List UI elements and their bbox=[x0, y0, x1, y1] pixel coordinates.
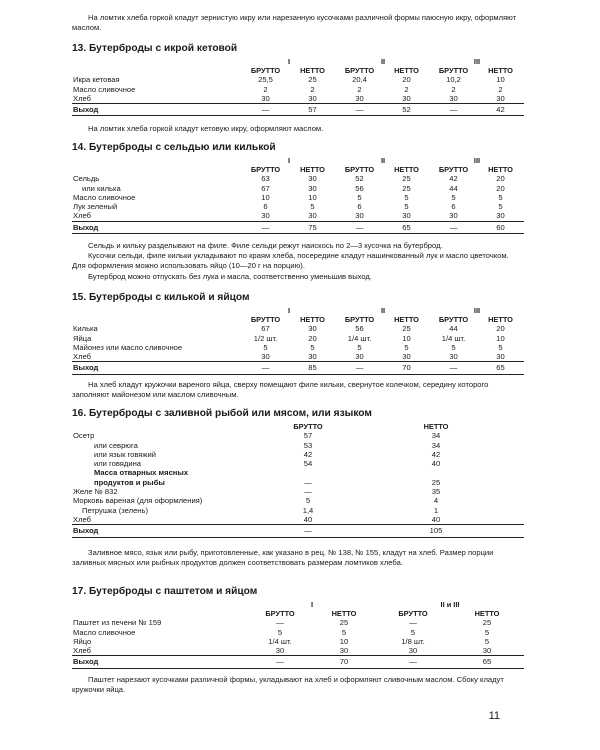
table-cell: I bbox=[287, 306, 291, 315]
table-row bbox=[72, 646, 524, 656]
table-cell: — bbox=[376, 656, 450, 668]
table-row bbox=[72, 66, 524, 75]
table-cell: 25,5 bbox=[258, 75, 273, 85]
table-cell: Хлеб bbox=[73, 93, 91, 103]
table-cell: 5 bbox=[305, 496, 311, 506]
table-row bbox=[72, 431, 524, 440]
table-cell: БРУТТО bbox=[344, 315, 375, 324]
table-cell: 2 bbox=[404, 84, 409, 94]
table-cell: НЕТТО bbox=[488, 165, 513, 174]
table-cell: 65 bbox=[450, 656, 524, 668]
table-cell: 67 bbox=[261, 324, 270, 334]
table-row bbox=[72, 487, 524, 496]
table-cell: — bbox=[242, 362, 289, 374]
table-cell: Морковь вареная (для оформления) bbox=[73, 496, 203, 506]
table-cell: 44 bbox=[449, 183, 458, 193]
table-cell bbox=[268, 468, 348, 477]
table-cell: 25 bbox=[308, 75, 317, 85]
table-cell: — bbox=[304, 487, 312, 497]
table-cell: Желе № 832 bbox=[73, 487, 118, 497]
table-cell bbox=[72, 157, 242, 165]
table-cell: 52 bbox=[383, 104, 430, 116]
table-cell: БРУТТО bbox=[438, 66, 469, 75]
table-cell: 57 bbox=[303, 431, 313, 441]
table-cell: Хлеб bbox=[73, 211, 91, 221]
output-row bbox=[72, 656, 524, 668]
table-cell: 20,4 bbox=[352, 75, 367, 85]
table-row bbox=[72, 496, 524, 505]
table-cell: 105 bbox=[348, 525, 524, 537]
table-cell: 30 bbox=[408, 646, 418, 656]
table-cell: Осетр bbox=[73, 431, 95, 441]
table-cell: 5 bbox=[404, 342, 409, 352]
table-row bbox=[72, 174, 524, 183]
table-cell: 30 bbox=[402, 93, 411, 103]
table-cell: 5 bbox=[498, 192, 503, 202]
table-cell bbox=[72, 58, 242, 66]
recipe-13-table bbox=[72, 58, 524, 116]
table-row bbox=[72, 628, 524, 637]
table-cell: 4 bbox=[433, 496, 439, 506]
table-cell: 65 bbox=[383, 221, 430, 233]
table-cell: III bbox=[473, 156, 481, 165]
table-cell: 1/4 шт. bbox=[347, 333, 372, 343]
table-row bbox=[72, 94, 524, 104]
table-cell: Майонез или масло сливочное bbox=[73, 342, 183, 352]
table-row bbox=[72, 343, 524, 352]
table-cell: 5 bbox=[451, 342, 456, 352]
table-cell: 25 bbox=[339, 618, 349, 628]
recipe-14-text-1: Сельдь и кильку разделывают на филе. Филе сельди режут наискось по 2—3 кусочка на бутерброд. bbox=[88, 241, 443, 250]
table-cell: 2 bbox=[498, 84, 503, 94]
table-cell: или килька bbox=[82, 183, 121, 193]
table-cell: НЕТТО bbox=[474, 609, 500, 618]
table-cell: 5 bbox=[451, 192, 456, 202]
table-cell: 20 bbox=[496, 324, 505, 334]
table-cell: 63 bbox=[261, 174, 270, 184]
table-cell: БРУТТО bbox=[265, 609, 295, 618]
table-cell: Выход bbox=[72, 525, 268, 537]
recipe-13-text: На ломтик хлеба горкой кладут кетовую икру, оформляют маслом. bbox=[88, 124, 324, 133]
table-cell: Хлеб bbox=[73, 352, 91, 362]
table-cell: 2 bbox=[451, 84, 456, 94]
table-row bbox=[72, 58, 524, 66]
table-cell: 40 bbox=[303, 514, 313, 524]
table-cell: 42 bbox=[303, 449, 313, 459]
output-row bbox=[72, 104, 524, 116]
table-cell: 2 bbox=[357, 84, 362, 94]
table-cell: — bbox=[242, 221, 289, 233]
table-cell: Выход bbox=[72, 221, 242, 233]
table-cell: БРУТТО bbox=[293, 422, 323, 431]
table-cell: 30 bbox=[496, 211, 505, 221]
table-cell: 42 bbox=[449, 174, 458, 184]
table-cell: Масло сливочное bbox=[73, 192, 136, 202]
table-row bbox=[72, 618, 524, 627]
table-row bbox=[72, 441, 524, 450]
table-cell: 30 bbox=[402, 352, 411, 362]
table-cell: 30 bbox=[482, 646, 492, 656]
table-cell: 20 bbox=[402, 75, 411, 85]
table-cell: 65 bbox=[477, 362, 524, 374]
table-cell: 40 bbox=[431, 459, 441, 469]
table-cell: Хлеб bbox=[73, 646, 91, 656]
recipe-14-text-2: Кусочки сельди, филе кильки укладывают по краям хлеба, посередине кладут нашинкованный лук и масло цветочком. Для оформления можно использовать яйцо (10—20 г на порцию). bbox=[72, 251, 509, 270]
table-cell: 34 bbox=[431, 431, 441, 441]
table-cell: 30 bbox=[402, 211, 411, 221]
recipe-17-text: Паштет нарезают кусочками различной формы, укладывают на хлеб и оформляют сливочным маслом. Сбоку кладут кружочки яйца. bbox=[72, 675, 504, 694]
table-cell: 2 bbox=[263, 84, 268, 94]
table-cell: 44 bbox=[449, 324, 458, 334]
table-cell: 85 bbox=[289, 362, 336, 374]
recipe-16-table bbox=[72, 422, 524, 538]
table-cell: 5 bbox=[357, 342, 362, 352]
table-cell: 70 bbox=[312, 656, 376, 668]
table-cell: 30 bbox=[496, 352, 505, 362]
table-cell: — bbox=[430, 104, 477, 116]
table-cell: 6 bbox=[263, 202, 268, 212]
table-cell bbox=[72, 601, 248, 609]
table-cell bbox=[72, 315, 242, 324]
table-row bbox=[72, 315, 524, 324]
table-cell: НЕТТО bbox=[394, 66, 419, 75]
table-row bbox=[72, 157, 524, 165]
output-row bbox=[72, 362, 524, 374]
table-cell: 6 bbox=[357, 202, 362, 212]
table-cell: 30 bbox=[275, 646, 285, 656]
table-cell: 10 bbox=[339, 636, 349, 646]
table-cell: БРУТТО bbox=[250, 315, 281, 324]
recipe-13-title: 13. Бутерброды с икрой кетовой bbox=[72, 43, 238, 54]
table-cell: НЕТТО bbox=[300, 66, 325, 75]
table-cell: БРУТТО bbox=[344, 165, 375, 174]
table-row bbox=[72, 202, 524, 211]
table-cell: 5 bbox=[498, 342, 503, 352]
table-row bbox=[72, 352, 524, 362]
table-cell: 5 bbox=[310, 342, 315, 352]
table-cell: Хлеб bbox=[73, 514, 91, 524]
table-cell: НЕТТО bbox=[488, 315, 513, 324]
table-cell: 34 bbox=[431, 440, 441, 450]
table-cell: 25 bbox=[431, 477, 441, 487]
table-row bbox=[72, 334, 524, 343]
table-row bbox=[72, 450, 524, 459]
table-cell: Масло сливочное bbox=[73, 84, 136, 94]
table-row bbox=[72, 307, 524, 315]
table-row bbox=[72, 601, 524, 609]
table-cell: или севрюга bbox=[94, 440, 138, 450]
table-row bbox=[72, 75, 524, 84]
table-cell: — bbox=[276, 618, 284, 628]
output-row bbox=[72, 525, 524, 537]
table-row bbox=[72, 515, 524, 525]
table-cell: — bbox=[409, 618, 417, 628]
recipe-14-text-3: Бутерброд можно отпускать без лука и масла, соответственно уменьшив выход. bbox=[88, 272, 372, 281]
table-cell: НЕТТО bbox=[300, 165, 325, 174]
table-cell: 30 bbox=[261, 93, 270, 103]
table-cell: Сельдь bbox=[73, 174, 100, 184]
table-cell: продуктов и рыбы bbox=[94, 477, 165, 487]
intro-paragraph: На ломтик хлеба горкой кладут зернистую икру или нарезанную кусочками различной формы паюсную икру, оформляют маслом. bbox=[72, 13, 517, 32]
table-cell: 30 bbox=[449, 93, 458, 103]
table-row bbox=[72, 193, 524, 202]
table-cell: 1/2 шт. bbox=[253, 333, 278, 343]
table-cell: Масло сливочное bbox=[73, 627, 136, 637]
table-cell: 5 bbox=[404, 202, 409, 212]
table-cell: БРУТТО bbox=[250, 165, 281, 174]
table-cell: Лук зеленый bbox=[73, 202, 118, 212]
table-cell: — bbox=[430, 362, 477, 374]
table-cell bbox=[72, 165, 242, 174]
table-cell: — bbox=[242, 104, 289, 116]
table-cell: 5 bbox=[277, 627, 283, 637]
table-cell: 5 bbox=[410, 627, 416, 637]
table-cell: 5 bbox=[484, 636, 490, 646]
table-row bbox=[72, 478, 524, 487]
table-cell: Масса отварных мясных bbox=[94, 468, 189, 478]
table-cell: 30 bbox=[308, 211, 317, 221]
table-cell: 30 bbox=[449, 211, 458, 221]
table-cell: — bbox=[268, 525, 348, 537]
table-cell: 25 bbox=[402, 183, 411, 193]
table-cell: или язык говяжий bbox=[94, 449, 156, 459]
table-cell: 20 bbox=[496, 174, 505, 184]
table-cell: 5 bbox=[341, 627, 347, 637]
table-row bbox=[72, 165, 524, 174]
recipe-17-title: 17. Бутерброды с паштетом и яйцом bbox=[72, 586, 258, 597]
table-cell: Выход bbox=[72, 104, 242, 116]
table-cell: — bbox=[430, 221, 477, 233]
table-cell: Выход bbox=[72, 362, 242, 374]
page-number: 11 bbox=[488, 710, 500, 722]
table-row bbox=[72, 324, 524, 333]
table-cell: БРУТТО bbox=[438, 165, 469, 174]
table-row bbox=[72, 85, 524, 94]
table-cell: НЕТТО bbox=[423, 422, 449, 431]
table-cell: 52 bbox=[355, 174, 364, 184]
recipe-15-title: 15. Бутерброды с килькой и яйцом bbox=[72, 292, 250, 303]
table-cell: II bbox=[380, 306, 386, 315]
table-cell: 30 bbox=[355, 211, 364, 221]
table-cell: — bbox=[304, 477, 312, 487]
table-row bbox=[72, 506, 524, 515]
table-cell: Петрушка (зелень) bbox=[82, 505, 148, 515]
table-cell: 1/8 шт. bbox=[401, 636, 425, 646]
table-cell: 5 bbox=[263, 342, 268, 352]
recipe-17-table bbox=[72, 601, 524, 669]
table-cell: II и III bbox=[440, 600, 460, 609]
table-cell: НЕТТО bbox=[488, 66, 513, 75]
table-row bbox=[72, 422, 524, 431]
table-cell bbox=[72, 422, 268, 431]
table-cell: 20 bbox=[496, 183, 505, 193]
table-cell: 1 bbox=[433, 505, 439, 515]
table-cell: Икра кетовая bbox=[73, 75, 120, 85]
table-cell: БРУТТО bbox=[438, 315, 469, 324]
table-cell: 5 bbox=[404, 192, 409, 202]
table-cell: Килька bbox=[73, 324, 98, 334]
table-cell: Яйцо bbox=[73, 636, 92, 646]
table-cell: Паштет из печени № 159 bbox=[73, 618, 162, 628]
table-cell: Выход bbox=[72, 656, 248, 668]
table-cell: БРУТТО bbox=[398, 609, 428, 618]
table-cell: 30 bbox=[496, 93, 505, 103]
table-cell: 10 bbox=[308, 192, 317, 202]
table-cell: II bbox=[380, 57, 386, 66]
recipe-16-title: 16. Бутерброды с заливной рыбой или мясом, или языком bbox=[72, 408, 372, 419]
table-cell: 30 bbox=[355, 352, 364, 362]
table-cell: 67 bbox=[261, 183, 270, 193]
table-cell: 56 bbox=[355, 324, 364, 334]
table-cell: 53 bbox=[303, 440, 313, 450]
table-cell: 75 bbox=[289, 221, 336, 233]
table-cell: 30 bbox=[355, 93, 364, 103]
table-cell bbox=[72, 609, 248, 618]
table-cell: 30 bbox=[308, 324, 317, 334]
table-cell: — bbox=[248, 656, 312, 668]
table-row bbox=[72, 184, 524, 193]
table-cell: 30 bbox=[308, 174, 317, 184]
table-cell: 42 bbox=[431, 449, 441, 459]
table-row bbox=[72, 459, 524, 468]
table-cell: 5 bbox=[484, 627, 490, 637]
table-cell: 54 bbox=[303, 459, 313, 469]
table-cell: I bbox=[287, 156, 291, 165]
table-cell: 1/4 шт. bbox=[268, 636, 292, 646]
table-cell: 30 bbox=[339, 646, 349, 656]
table-row bbox=[72, 468, 524, 477]
table-cell: III bbox=[473, 306, 481, 315]
table-row bbox=[72, 211, 524, 221]
recipe-15-text: На хлеб кладут кружочки вареного яйца, сверху помещают филе кильки, свернутое колечком, середину которого заполняют майонезом или маслом сливочным. bbox=[72, 380, 489, 399]
table-cell: 5 bbox=[310, 202, 315, 212]
table-cell: 25 bbox=[402, 174, 411, 184]
table-cell: БРУТТО bbox=[250, 66, 281, 75]
table-row bbox=[72, 609, 524, 618]
table-cell: 56 bbox=[355, 183, 364, 193]
table-cell: 10 bbox=[402, 333, 411, 343]
table-row bbox=[72, 637, 524, 646]
table-cell: НЕТТО bbox=[331, 609, 357, 618]
table-cell: 42 bbox=[477, 104, 524, 116]
table-cell: 30 bbox=[308, 93, 317, 103]
table-cell: 60 bbox=[477, 221, 524, 233]
table-cell: — bbox=[336, 362, 383, 374]
table-cell: 10 bbox=[496, 333, 505, 343]
table-cell: 57 bbox=[289, 104, 336, 116]
output-row bbox=[72, 221, 524, 233]
table-cell: 1/4 шт. bbox=[441, 333, 466, 343]
table-cell: I bbox=[310, 600, 314, 609]
table-cell: 10 bbox=[496, 75, 505, 85]
table-cell: 2 bbox=[310, 84, 315, 94]
table-cell: 6 bbox=[451, 202, 456, 212]
table-cell: III bbox=[473, 57, 481, 66]
table-cell: 10 bbox=[261, 192, 270, 202]
table-cell: 20 bbox=[308, 333, 317, 343]
table-cell: 30 bbox=[308, 183, 317, 193]
table-cell: 30 bbox=[308, 352, 317, 362]
table-cell: I bbox=[287, 57, 291, 66]
recipe-16-text: Заливное мясо, язык или рыбу, приготовленные, как указано в рец. № 138, № 155, кладут на хлеб. Размер порции заливных мясных или рыбных продуктов должен соответствовать размерам ломтиков хлеба. bbox=[72, 548, 494, 567]
table-cell: 10,2 bbox=[446, 75, 461, 85]
table-cell: НЕТТО bbox=[394, 165, 419, 174]
table-cell: 30 bbox=[261, 352, 270, 362]
table-cell: БРУТТО bbox=[344, 66, 375, 75]
table-cell bbox=[72, 307, 242, 315]
table-cell: 25 bbox=[482, 618, 492, 628]
table-cell: НЕТТО bbox=[394, 315, 419, 324]
recipe-15-table bbox=[72, 307, 524, 375]
table-cell: — bbox=[336, 104, 383, 116]
table-cell: 35 bbox=[431, 487, 441, 497]
table-cell bbox=[348, 468, 524, 477]
table-cell: — bbox=[336, 221, 383, 233]
table-cell: 1,4 bbox=[302, 505, 314, 515]
table-cell: Яйца bbox=[73, 333, 92, 343]
table-cell: 30 bbox=[261, 211, 270, 221]
table-cell: 25 bbox=[402, 324, 411, 334]
recipe-14-table bbox=[72, 157, 524, 234]
table-cell: 70 bbox=[383, 362, 430, 374]
table-cell: II bbox=[380, 156, 386, 165]
table-cell: или говядина bbox=[94, 459, 142, 469]
table-cell bbox=[72, 66, 242, 75]
table-cell: 30 bbox=[449, 352, 458, 362]
table-cell: 5 bbox=[357, 192, 362, 202]
table-cell: НЕТТО bbox=[300, 315, 325, 324]
recipe-14-title: 14. Бутерброды с сельдью или килькой bbox=[72, 142, 276, 153]
table-cell: 40 bbox=[431, 514, 441, 524]
table-cell: 5 bbox=[498, 202, 503, 212]
